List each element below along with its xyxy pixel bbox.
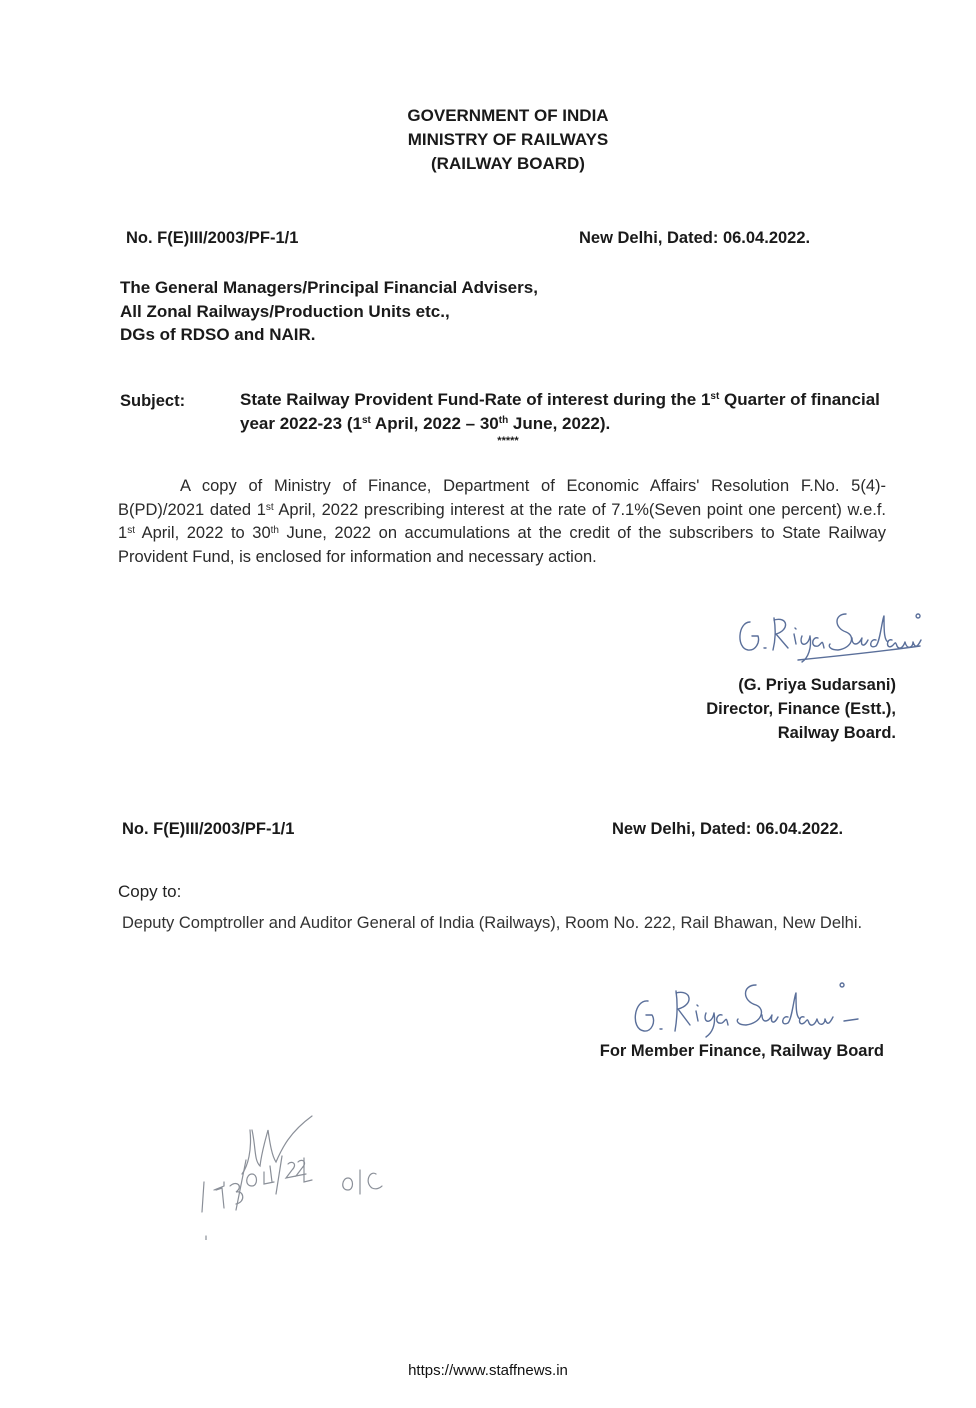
header-ministry: MINISTRY OF RAILWAYS xyxy=(407,130,609,149)
copy-to-label: Copy to: xyxy=(118,882,182,901)
reference-date: New Delhi, Dated: 06.04.2022. xyxy=(579,229,811,247)
handwritten-signature-copy xyxy=(618,975,868,1045)
handwritten-signature xyxy=(728,600,928,670)
copy-reference-number: No. F(E)III/2003/PF-1/1 xyxy=(122,820,295,838)
subject-separator: ***** xyxy=(497,435,519,447)
addressee-line-1: The General Managers/Principal Financial Advisers, xyxy=(120,278,538,297)
copy-sign-off: For Member Finance, Railway Board xyxy=(599,1042,884,1060)
addressee-line-3: DGs of RDSO and NAIR. xyxy=(120,325,316,344)
header-government: GOVERNMENT OF INDIA xyxy=(407,106,609,125)
addressee-line-2: All Zonal Railways/Production Units etc., xyxy=(120,302,450,321)
footer-url[interactable]: https://www.staffnews.in xyxy=(408,1362,568,1379)
signatory-office: Railway Board. xyxy=(777,724,896,742)
subject-label: Subject: xyxy=(120,392,186,410)
header-board: (RAILWAY BOARD) xyxy=(431,154,585,173)
copy-recipient: Deputy Comptroller and Auditor General of India (Railways), Room No. 222, Rail Bhawan, New Delhi. xyxy=(122,914,863,932)
body-paragraph: A copy of Ministry of Finance, Department of Economic Affairs' Resolution F.No. 5(4)-B(PD)/2021 dated 1st April, 2022 prescribing interest at the rate of 7.1%(Seven point one percent) w.e.f. 1st April, 2022 to 30th June, 2022 on accumulations at the credit of the subscribers to State Railway Provident Fund, is enclosed for information and necessary action. xyxy=(118,477,886,566)
reference-number: No. F(E)III/2003/PF-1/1 xyxy=(126,229,299,247)
signatory-name: (G. Priya Sudarsani) xyxy=(738,676,896,694)
copy-reference-date: New Delhi, Dated: 06.04.2022. xyxy=(612,820,844,838)
date-initials-stamp xyxy=(200,1090,430,1240)
subject-text: State Railway Provident Fund-Rate of interest during the 1st Quarter of financial year 2022-23 (1st April, 2022 – 30th June, 2022). xyxy=(240,390,880,433)
signatory-designation: Director, Finance (Estt.), xyxy=(706,700,896,718)
